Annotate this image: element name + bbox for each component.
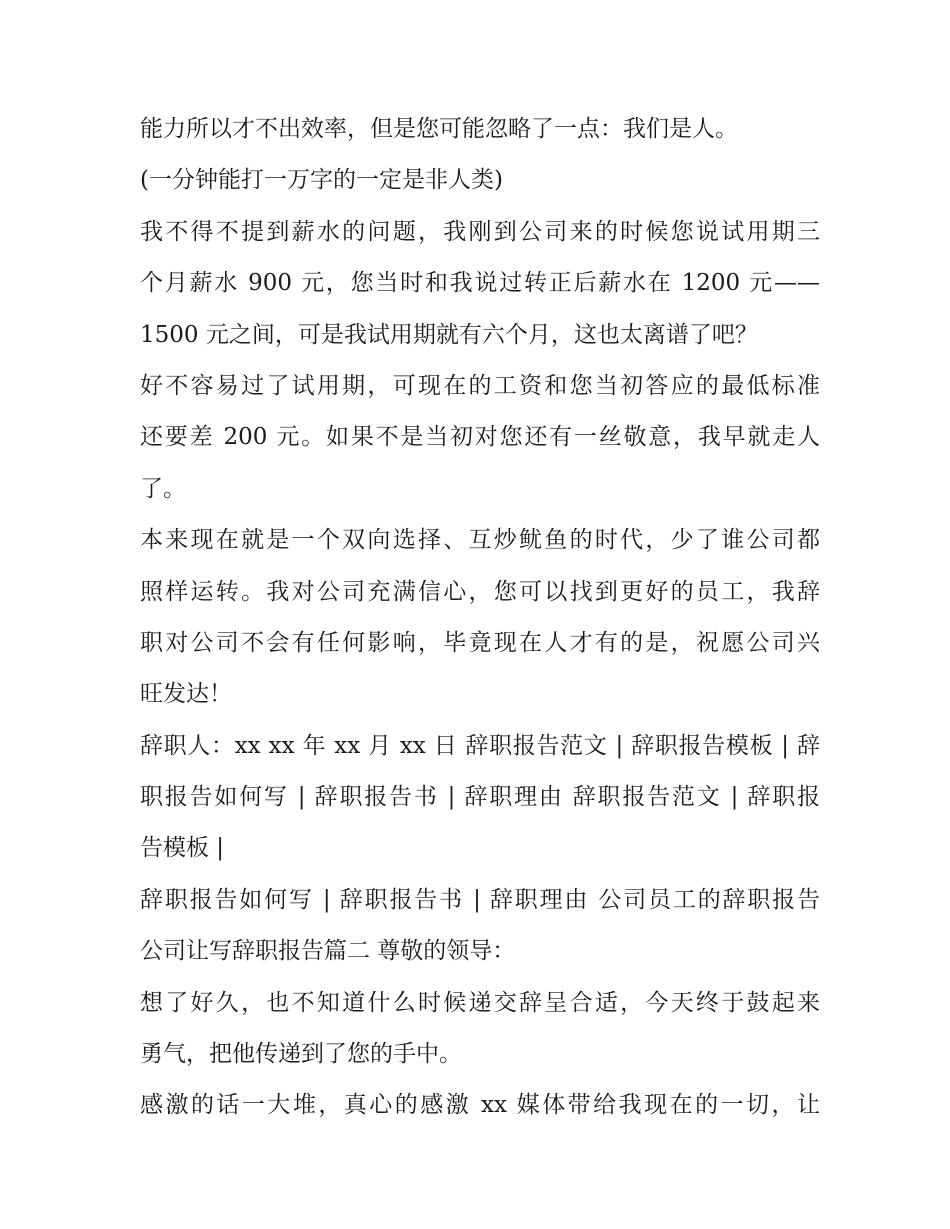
- text-line: 能力所以才不出效率，但是您可能忽略了一点：我们是人。: [140, 116, 738, 142]
- text-line: 旺发达！: [140, 681, 232, 708]
- text-line: 想了好久，也不知道什么时候递交辞呈合适，今天终于鼓起来: [140, 989, 820, 1016]
- text-line: 了。: [140, 475, 186, 502]
- text-line: 告模板 |: [140, 835, 225, 862]
- text-line: 个月薪水 900 元，您当时和我说过转正后薪水在 1200 元——: [140, 270, 820, 297]
- text-line: 勇气，把他传递到了您的手中。: [140, 1041, 462, 1068]
- text-line: 辞职人：xx xx 年 xx 月 xx 日 辞职报告范文 | 辞职报告模板 | 辞: [140, 732, 820, 759]
- text-line: 公司让写辞职报告篇二 尊敬的领导：: [140, 938, 516, 965]
- document-body: [140, 104, 820, 1132]
- text-line: 好不容易过了试用期，可现在的工资和您当初答应的最低标准: [140, 372, 820, 399]
- text-line: 1500 元之间，可是我试用期就有六个月，这也太离谱了吧？: [140, 321, 758, 348]
- text-line: 职对公司不会有任何影响，毕竟现在人才有的是，祝愿公司兴: [140, 629, 820, 656]
- text-line: (一分钟能打一万字的一定是非人类): [140, 167, 503, 194]
- text-line: 还要差 200 元。如果不是当初对您还有一丝敬意，我早就走人: [140, 424, 820, 451]
- text-line: 照样运转。我对公司充满信心，您可以找到更好的员工，我辞: [140, 578, 820, 605]
- text-line: 感激的话一大堆，真心的感激 xx 媒体带给我现在的一切，让: [140, 1092, 820, 1119]
- text-line: 职报告如何写 | 辞职报告书 | 辞职理由 辞职报告范文 | 辞职报: [140, 784, 820, 811]
- text-line: 辞职报告如何写 | 辞职报告书 | 辞职理由 公司员工的辞职报告: [140, 886, 820, 913]
- text-line: 本来现在就是一个双向选择、互炒鱿鱼的时代，少了谁公司都: [140, 527, 820, 554]
- text-line: 我不得不提到薪水的问题，我刚到公司来的时候您说试用期三: [140, 218, 820, 245]
